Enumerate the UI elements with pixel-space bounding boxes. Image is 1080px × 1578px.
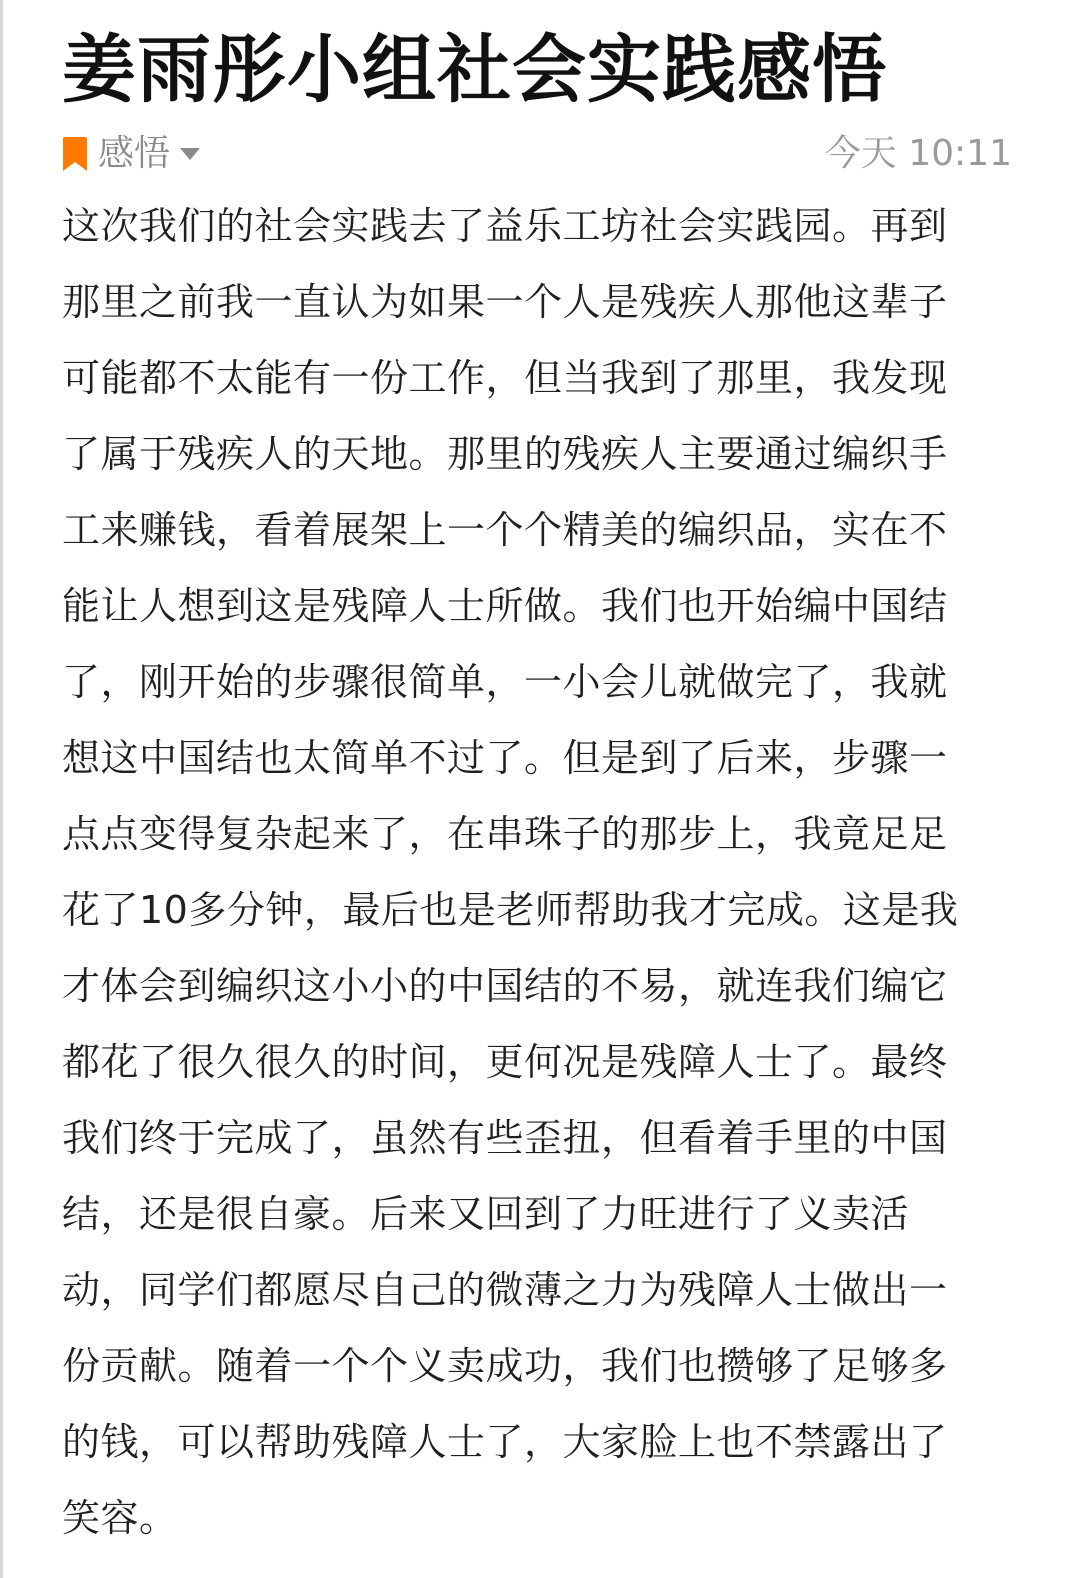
body-line: 那里之前我一直认为如果一个人是残疾人那他这辈子 bbox=[62, 280, 948, 324]
bookmark-icon bbox=[62, 136, 88, 172]
body-line: 花了10多分钟，最后也是老师帮助我才完成。这是我 bbox=[62, 888, 959, 932]
body-line: 了，刚开始的步骤很简单，一小会儿就做完了，我就 bbox=[62, 660, 948, 704]
left-edge-divider bbox=[0, 0, 3, 1578]
body-line: 工来赚钱，看着展架上一个个精美的编织品，实在不 bbox=[62, 508, 948, 552]
body-line: 点点变得复杂起来了，在串珠子的那步上，我竟足足 bbox=[62, 812, 948, 856]
body-line: 都花了很久很久的时间，更何况是残障人士了。最终 bbox=[62, 1040, 948, 1084]
body-line: 的钱，可以帮助残障人士了，大家脸上也不禁露出了 bbox=[62, 1420, 948, 1464]
note-page bbox=[62, 0, 1012, 1578]
category-label: 感悟 bbox=[98, 133, 171, 174]
body-line: 份贡献。随着一个个义卖成功，我们也攒够了足够多 bbox=[62, 1344, 948, 1388]
body-line: 我们终于完成了，虽然有些歪扭，但看着手里的中国 bbox=[62, 1116, 948, 1160]
note-body bbox=[62, 188, 1012, 1556]
body-line: 结，还是很自豪。后来又回到了力旺进行了义卖活 bbox=[62, 1192, 910, 1236]
category-dropdown[interactable] bbox=[62, 132, 200, 176]
body-line: 可能都不太能有一份工作，但当我到了那里，我发现 bbox=[62, 356, 948, 400]
body-line: 想这中国结也太简单不过了。但是到了后来，步骤一 bbox=[62, 736, 948, 780]
chevron-down-icon bbox=[180, 148, 200, 160]
body-line: 能让人想到这是残障人士所做。我们也开始编中国结 bbox=[62, 584, 948, 628]
body-line: 了属于残疾人的天地。那里的残疾人主要通过编织手 bbox=[62, 432, 948, 476]
note-timestamp: 今天 10:11 bbox=[824, 133, 1012, 174]
body-line: 动，同学们都愿尽自己的微薄之力为残障人士做出一 bbox=[62, 1268, 948, 1312]
body-line: 这次我们的社会实践去了益乐工坊社会实践园。再到 bbox=[62, 204, 948, 248]
body-line: 才体会到编织这小小的中国结的不易，就连我们编它 bbox=[62, 964, 948, 1008]
note-meta-row bbox=[62, 118, 1012, 188]
note-title: 姜雨彤小组社会实践感悟 bbox=[62, 27, 887, 113]
body-line: 笑容。 bbox=[62, 1496, 178, 1540]
